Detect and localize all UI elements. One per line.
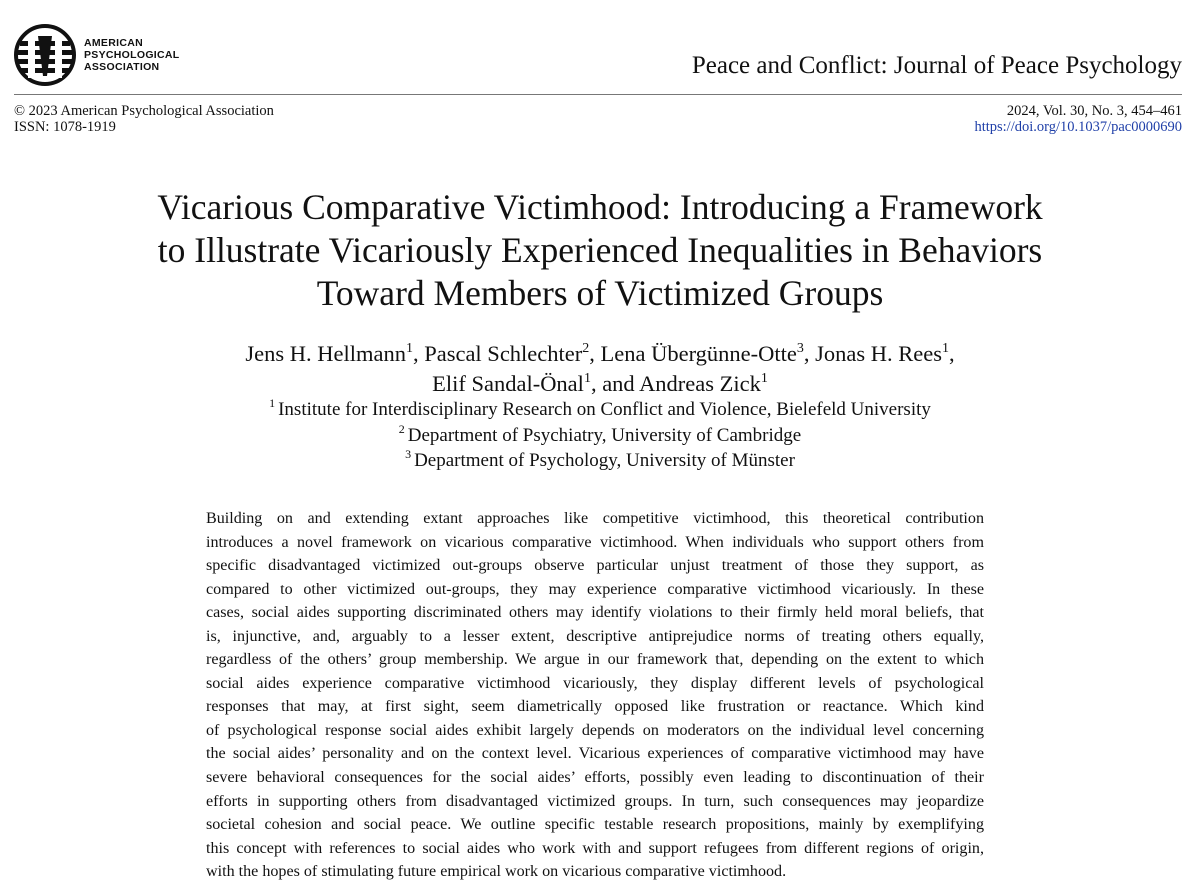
author-name: Lena Übergünne-Otte	[600, 341, 797, 366]
author-separator: ,	[589, 341, 601, 366]
article-title-line: to Illustrate Vicariously Experienced Inequalities in Behaviors	[157, 230, 1043, 270]
abstract-line: cases, social aides supporting discriminated others may identify violations to their firmly held moral beliefs, that	[206, 604, 984, 622]
author-affiliation-mark: 1	[583, 371, 591, 386]
abstract-line: regardless of the others’ group membership. We argue in our framework that, depending on the extent to which	[206, 651, 984, 669]
abstract	[206, 507, 984, 884]
citation-text: 2024, Vol. 30, No. 3, 454–461	[1006, 103, 1182, 119]
copyright-text: © 2023 American Psychological Association	[14, 103, 274, 119]
publisher-name	[84, 37, 180, 73]
journal-title: Peace and Conflict: Journal of Peace Psychology	[691, 52, 1182, 79]
abstract-line: efforts in supporting others from disadvantaged victimized groups. In turn, such consequences may jeopardize	[206, 792, 984, 810]
author	[639, 371, 768, 396]
abstract-line: this concept with references to social aides who work with and support refugees from different regions of origin,	[206, 839, 984, 857]
article-title	[0, 186, 1200, 315]
author-line	[0, 339, 1200, 369]
author-affiliation-mark: 1	[405, 341, 413, 356]
author	[424, 341, 600, 366]
affiliation	[0, 423, 1200, 449]
publisher-logo	[14, 24, 180, 86]
author	[245, 341, 424, 366]
affiliation-mark: 1	[269, 396, 276, 410]
author-affiliation-mark: 1	[760, 371, 768, 386]
abstract-line: is, injunctive, and, arguably to a lesser extent, descriptive antiprejudice norms of treating others equally,	[206, 627, 984, 645]
publisher-name-line: AMERICAN	[84, 37, 143, 49]
abstract-line: Building on and extending extant approaches like competitive victimhood, this theoretical contribution	[206, 510, 984, 527]
author	[432, 371, 639, 396]
header-divider	[14, 94, 1182, 95]
author	[601, 341, 816, 366]
author-affiliation-mark: 1	[942, 341, 950, 356]
author-separator: ,	[949, 341, 955, 366]
author-separator: ,	[803, 341, 816, 366]
author-name: Andreas Zick	[639, 371, 761, 396]
abstract-line: introduces a novel framework on vicarious comparative victimhood. When individuals who support others from	[206, 533, 984, 551]
abstract-line: responses that may, at first sight, seem diametrically opposed like frustration or reactance. Which kind	[206, 698, 984, 716]
abstract-line: societal cohesion and social peace. We outline specific testable research propositions, mainly by exemplifying	[206, 816, 984, 834]
abstract-line: social aides experience comparative victimhood vicariously, they display different levels of psychological	[206, 674, 984, 692]
abstract-line: the social aides’ personality and on the context level. Vicarious experiences of comparative victimhood may have	[206, 745, 984, 763]
apa-logo-icon	[14, 24, 76, 86]
publisher-name-line: PSYCHOLOGICAL	[84, 49, 180, 61]
author	[815, 341, 954, 366]
article-title-line: Vicarious Comparative Victimhood: Introducing a Framework	[157, 187, 1043, 227]
author-line	[0, 369, 1200, 399]
affiliation-text: Department of Psychiatry, University of Cambridge	[407, 424, 802, 446]
abstract-line: with the hopes of stimulating future empirical work on vicarious comparative victimhood.	[206, 863, 787, 881]
abstract-line: specific disadvantaged victimized out-groups observe particular unjust treatment of those they support, as	[206, 557, 984, 575]
issn-text: ISSN: 1078-1919	[14, 119, 116, 135]
author-affiliation-mark: 2	[582, 341, 590, 356]
affiliation-mark: 2	[398, 421, 405, 436]
affiliation-text: Institute for Interdisciplinary Research on Conflict and Violence, Bielefeld University	[278, 399, 931, 420]
author-separator: , and	[590, 371, 640, 396]
affiliation	[0, 397, 1200, 423]
affiliation-mark: 3	[405, 447, 412, 461]
author-name: Jonas H. Rees	[815, 341, 943, 366]
copyright-block	[14, 103, 274, 135]
author-name: Elif Sandal-Önal	[432, 371, 584, 396]
author-name: Pascal Schlechter	[424, 341, 583, 366]
abstract-line: compared to other victimized out-groups, they may experience comparative victimhood vicariously. In these	[206, 580, 984, 598]
affiliation-list	[0, 397, 1200, 474]
author-name: Jens H. Hellmann	[245, 341, 406, 366]
author-separator: ,	[412, 341, 425, 366]
article-title-line: Toward Members of Victimized Groups	[316, 273, 884, 313]
affiliation	[0, 448, 1200, 474]
doi-link[interactable]: https://doi.org/10.1037/pac0000690	[974, 119, 1182, 135]
citation-block	[974, 103, 1182, 135]
abstract-line: severe behavioral consequences for the social aides’ efforts, possibly even leading to discontinuation of their	[206, 769, 984, 787]
abstract-line: of psychological response social aides exhibit largely depends on moderators on the individual level concerning	[206, 721, 984, 739]
affiliation-text: Department of Psychology, University of Münster	[414, 450, 795, 471]
author-affiliation-mark: 3	[796, 341, 804, 356]
publisher-name-line: ASSOCIATION	[84, 61, 160, 73]
author-list	[0, 339, 1200, 399]
